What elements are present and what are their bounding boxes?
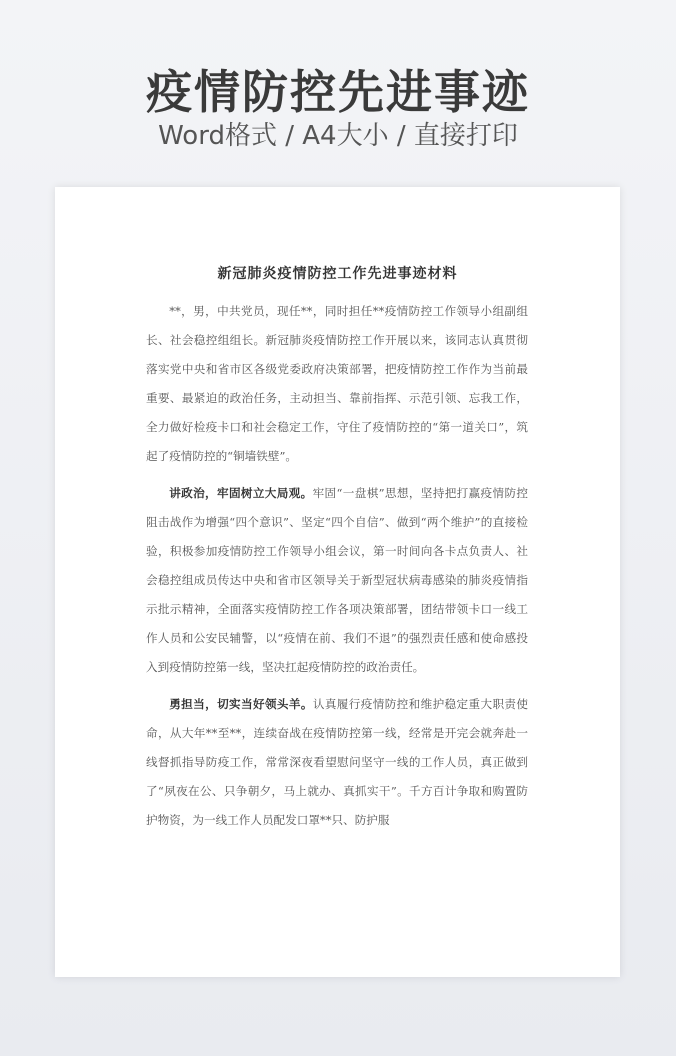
- paragraph-lead: 讲政治，牢固树立大局观。: [169, 486, 313, 500]
- document-body: [146, 297, 528, 843]
- paragraph-1: [146, 297, 528, 471]
- main-title: 疫情防控先进事迹: [146, 65, 530, 119]
- paragraph-text: **，男，中共党员，现任**，同时担任**疫情防控工作领导小组副组长、社会稳控组组长。新冠肺炎疫情防控工作开展以来，该同志认真贯彻落实党中央和省市区各级党委政府决策部署，把疫情防控工作作为当前最重要、最紧迫的政治任务，主动担当、靠前指挥、示范引领、忘我工作，全力做好检疫卡口和社会稳定工作，守住了疫情防控的“第一道关口”，筑起了疫情防控的“铜墙铁壁”。: [146, 304, 528, 463]
- document-title: 新冠肺炎疫情防控工作先进事迹材料: [217, 266, 458, 282]
- paragraph-text: 牢固“一盘棋”思想，坚持把打赢疫情防控阻击战作为增强“四个意识”、坚定“四个自信”、做到“两个维护”的直接检验，积极参加疫情防控工作领导小组会议，第一时间向各卡点负责人、社会稳控组成员传达中央和省市区领导关于新型冠状病毒感染的肺炎疫情指示批示精神，全面落实疫情防控工作各项决策部署，团结带领卡口一线工作人员和公安民辅警，以“疫情在前、我们不退”的强烈责任感和使命感投入到疫情防控第一线，坚决扛起疫情防控的政治责任。: [146, 486, 528, 674]
- paragraph-2: [146, 479, 528, 682]
- paragraph-text: 认真履行疫情防控和维护稳定重大职责使命，从大年**至**，连续奋战在疫情防控第一线，经常是开完会就奔赴一线督抓指导防疫工作，常常深夜看望慰问坚守一线的工作人员，真正做到了“夙夜在公、只争朝夕，马上就办、真抓实干”。千方百计争取和购置防护物资，为一线工作人员配发口罩**只、防护服: [146, 697, 528, 827]
- paragraph-3: [146, 690, 528, 835]
- paragraph-lead: 勇担当，切实当好领头羊。: [169, 697, 313, 711]
- sub-title: Word格式 / A4大小 / 直接打印: [158, 121, 518, 151]
- document-page: [55, 187, 620, 977]
